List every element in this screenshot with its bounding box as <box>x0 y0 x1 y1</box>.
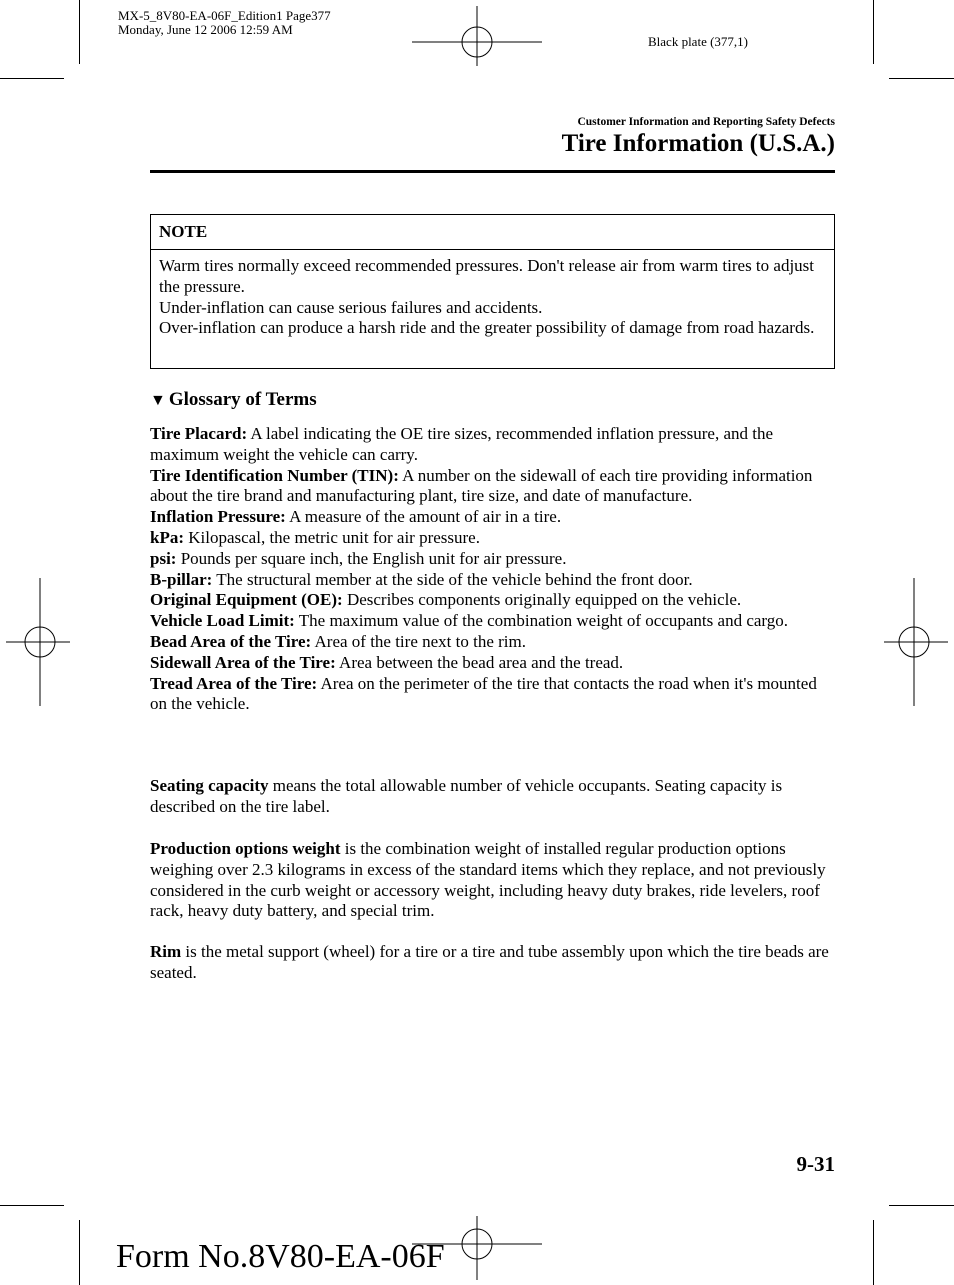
crop-mark-tr-v <box>873 0 874 64</box>
page-title: Tire Information (U.S.A.) <box>561 130 835 157</box>
glossary-item <box>150 507 835 528</box>
crop-mark-br-v <box>873 1220 874 1285</box>
plate-label: Black plate (377,1) <box>648 34 748 49</box>
registration-mark-top <box>412 6 542 66</box>
glossary-heading <box>150 389 317 411</box>
term-definition: Describes components originally equipped on the vehicle. <box>342 590 742 610</box>
note-line: Warm tires normally exceed recommended pressures. Don't release air from warm tires to adjust the pressure. <box>159 256 815 296</box>
crop-mark-bl-h <box>0 1205 64 1206</box>
glossary-item <box>150 653 835 674</box>
note-line: Over-inflation can produce a harsh ride and the greater possibility of damage from road hazards. <box>159 318 815 338</box>
file-info-line1: MX-5_8V80-EA-06F_Edition1 Page377 <box>118 8 331 23</box>
term-label: Sidewall Area of the Tire: <box>150 652 336 672</box>
note-box <box>150 214 835 369</box>
term-definition: The structural member at the side of the vehicle behind the front door. <box>212 569 693 589</box>
glossary-item <box>150 570 835 591</box>
term-label: Bead Area of the Tire: <box>150 631 312 651</box>
glossary-item <box>150 466 835 508</box>
page-number: 9-31 <box>796 1152 835 1176</box>
paragraph-production-options-weight <box>150 839 835 922</box>
term-definition: Kilopascal, the metric unit for air pressure. <box>184 527 480 547</box>
term-definition: Area between the bead area and the tread. <box>335 652 624 672</box>
crop-mark-tl-v <box>79 0 80 64</box>
term-definition: A number on the sidewall of each tire providing information about the tire brand and manufacturing plant, tire size, and date of manufacture. <box>150 465 813 506</box>
term-label: Tire Identification Number (TIN): <box>150 465 399 485</box>
term-label: psi: <box>150 548 177 568</box>
term-definition: The maximum value of the combination weight of occupants and cargo. <box>294 611 789 631</box>
paragraph-term: Rim <box>150 942 182 961</box>
glossary-item <box>150 528 835 549</box>
term-label: kPa: <box>150 527 184 547</box>
triangle-down-icon: ▼ <box>150 392 166 409</box>
glossary-item <box>150 549 835 570</box>
paragraph-text: is the combination weight of installed regular production options weighing over 2.3 kilograms in excess of the standard items which they replace, and not previously considered in the curb weight or accessory weight, including heavy duty brakes, ride levelers, roof rack, heavy duty battery, and special trim. <box>150 839 826 921</box>
glossary-item <box>150 590 835 611</box>
section-title: Customer Information and Reporting Safety Defects <box>577 116 835 128</box>
paragraph-rim <box>150 942 835 984</box>
paragraph-text: means the total allowable number of vehicle occupants. Seating capacity is described on the tire label. <box>150 776 783 816</box>
note-heading: NOTE <box>151 215 834 250</box>
term-label: Inflation Pressure: <box>150 507 286 527</box>
note-line: Under-inflation can cause serious failures and accidents. <box>159 297 543 317</box>
glossary-list <box>150 424 835 715</box>
glossary-item <box>150 674 835 716</box>
term-label: Original Equipment (OE): <box>150 590 343 610</box>
paragraph-term: Production options weight <box>150 839 341 858</box>
crop-mark-tr-h <box>889 78 954 79</box>
registration-mark-right <box>884 578 948 706</box>
glossary-heading-text: Glossary of Terms <box>168 389 317 410</box>
term-definition: Area on the perimeter of the tire that contacts the road when it's mounted on the vehicle. <box>150 673 817 714</box>
paragraph-seating-capacity <box>150 776 835 818</box>
term-label: Tire Placard: <box>150 424 248 443</box>
term-label: B-pillar: <box>150 569 213 589</box>
glossary-item <box>150 632 835 653</box>
glossary-item <box>150 611 835 632</box>
term-label: Vehicle Load Limit: <box>150 611 295 631</box>
title-rule <box>150 170 835 173</box>
paragraph-term: Seating capacity <box>150 776 269 795</box>
term-definition: A label indicating the OE tire sizes, recommended inflation pressure, and the maximum weight the vehicle can carry. <box>150 424 774 464</box>
form-number: Form No.8V80-EA-06F <box>116 1238 445 1275</box>
glossary-item <box>150 424 835 466</box>
crop-mark-bl-v <box>79 1220 80 1285</box>
term-label: Tread Area of the Tire: <box>150 673 318 693</box>
term-definition: Pounds per square inch, the English unit for air pressure. <box>176 548 567 568</box>
paragraph-text: is the metal support (wheel) for a tire or a tire and tube assembly upon which the tire beads are seated. <box>150 942 829 982</box>
registration-mark-left <box>6 578 70 706</box>
term-definition: A measure of the amount of air in a tire. <box>285 507 562 527</box>
file-info-line2: Monday, June 12 2006 12:59 AM <box>118 22 293 37</box>
term-definition: Area of the tire next to the rim. <box>311 631 526 651</box>
crop-mark-br-h <box>889 1205 954 1206</box>
crop-mark-tl-h <box>0 78 64 79</box>
note-body <box>151 250 834 339</box>
file-info <box>118 9 331 37</box>
